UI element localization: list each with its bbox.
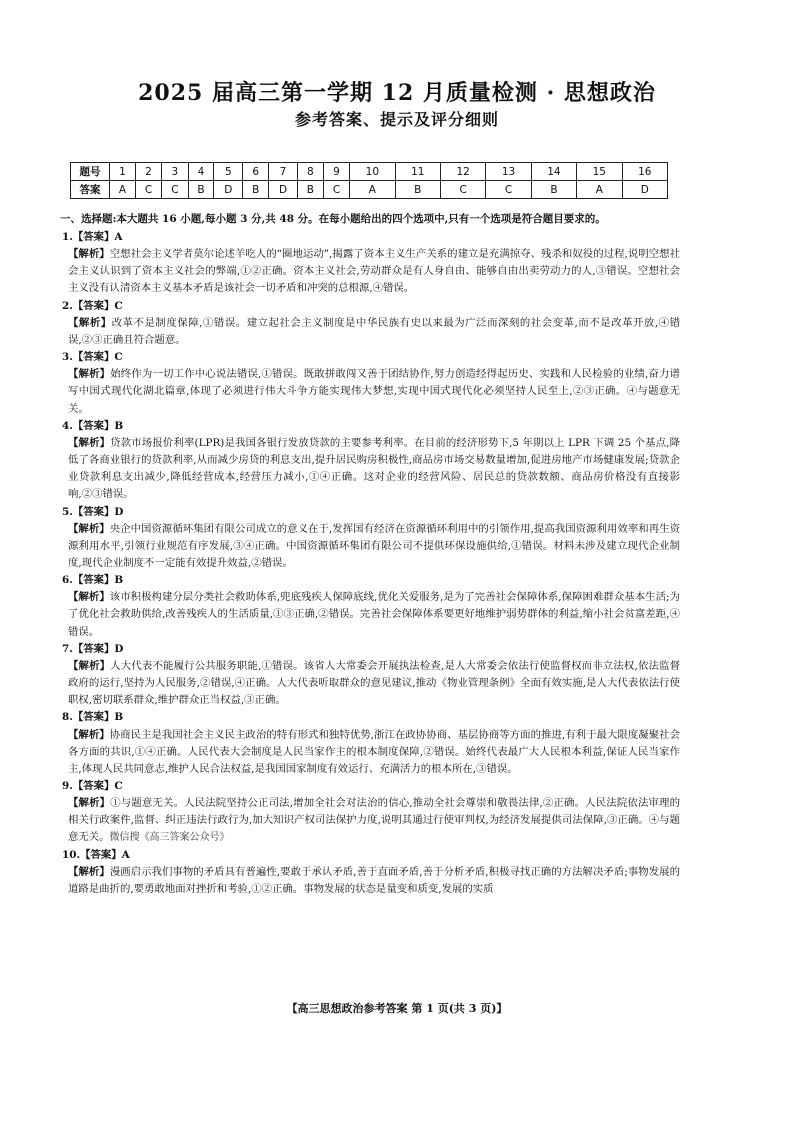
page-footer: 【高三思想政治参考答案 第 1 页(共 3 页)】: [286, 1002, 508, 1015]
page-subtitle: 参考答案、提示及评分细则: [294, 110, 499, 129]
analysis-text: 该市积极构建分层分类社会救助体系,兜底残疾人保障底线,优化关爱服务,是为了完善社会保障体系,保障困难群众基本生活;为了优化社会救助供给,改善残疾人的生活质量,①③正确,②错误。完善社会保障体系要更好地维护弱势群体的利益,缩小社会贫富差距,④错误。: [68, 591, 680, 638]
analysis-text: 漫画启示我们事物的矛盾具有普遍性,要敢于承认矛盾,善于直面矛盾,善于分析矛盾,积极寻找正确的方法解决矛盾;事物发展的道路是曲折的,要勇敢地面对挫折和考验,①②正确。事物发展的状态是量变和质变,发展的实质: [68, 865, 680, 895]
question-number-label: 4.: [62, 419, 73, 432]
analysis-text: 协商民主是我国社会主义民主政治的特有形式和独特优势,浙江在政协协商、基层协商等方面的推进,有利于最大限度凝聚社会各方面的共识,①④正确。人民代表大会制度是人民当家作主的根本制度保障,②错误。始终代表最广大人民根本利益,保证人民当家作主,体现人民共同意志,维护人民合法权益,是我国国家制度有效运行、充满活力的根本所在,③错误。: [68, 728, 680, 775]
analysis-tag: 【解析】: [68, 591, 110, 604]
answer-cell: A: [110, 181, 136, 199]
analysis-tag: 【解析】: [68, 368, 111, 381]
question-number-label: 5.: [62, 505, 73, 518]
question-number: 16: [622, 163, 667, 181]
question-item: [62, 572, 680, 641]
analysis-paragraph: [62, 315, 680, 349]
row-label-answer: 答案: [71, 181, 110, 199]
answer-tag: 【答案】: [80, 848, 122, 861]
question-number-label: 3.: [62, 351, 73, 364]
answer-cell: D: [622, 181, 667, 199]
answer-cell: D: [214, 181, 243, 199]
answer-tag: 【答案】: [72, 231, 115, 243]
analysis-paragraph: [62, 658, 680, 709]
answer-tag: 【答案】: [72, 299, 115, 312]
answer-row: [71, 181, 668, 199]
answer-letter: B: [114, 574, 124, 587]
row-label-number: 题号: [71, 163, 110, 181]
analysis-paragraph: [62, 727, 680, 778]
question-item: [62, 229, 680, 298]
answer-cell: B: [297, 181, 323, 199]
answer-cell: C: [323, 181, 349, 199]
answer-line: [62, 504, 680, 521]
answer-table: [70, 162, 668, 199]
analysis-paragraph: [62, 589, 680, 640]
answer-letter: C: [114, 299, 123, 312]
analysis-paragraph: [62, 795, 680, 846]
answer-line: [62, 229, 680, 246]
question-number: 8: [297, 163, 323, 181]
answer-tag: 【答案】: [72, 505, 115, 518]
answer-line: [62, 572, 680, 589]
answer-cell: B: [243, 181, 269, 199]
answer-tag: 【答案】: [72, 642, 115, 655]
question-item: [62, 418, 680, 504]
question-number-label: 9.: [62, 780, 73, 792]
question-item: [62, 298, 680, 349]
answer-line: [62, 641, 680, 658]
question-number-label: 1.: [62, 231, 73, 243]
analysis-tag: 【解析】: [68, 316, 112, 329]
analysis-text: 央企中国资源循环集团有限公司成立的意义在于,发挥国有经济在资源循环利用中的引领作用,提高我国资源利用效率和再生资源利用水平,引领行业规范有序发展,③④正确。中国资源循环集团有限公司不提供环保设施供给,①错误。材料未涉及建立现代企业制度,现代企业制度不一定能有效提升效益,②错误。: [68, 522, 680, 569]
answer-cell: C: [440, 181, 485, 199]
analysis-paragraph: [62, 246, 680, 297]
question-item: [62, 504, 680, 573]
answer-cell: A: [577, 181, 622, 199]
answer-tag: 【答案】: [72, 711, 115, 724]
analysis-text: 改革不是制度保障,①错误。建立起社会主义制度是中华民族有史以来最为广泛而深刻的社会变革,而不是改革开放,④错误,②③正确且符合题意。: [68, 316, 681, 346]
question-number: 4: [188, 163, 214, 181]
question-item: [62, 847, 680, 898]
analysis-paragraph: [62, 435, 680, 504]
answer-letter: A: [114, 231, 123, 243]
answer-cell: B: [395, 181, 440, 199]
answer-cell: D: [269, 181, 298, 199]
analysis-text: 人大代表不能履行公共服务职能,①错误。该省人大常委会开展执法检查,是人大常委会依法行使监督权而非立法权,依法监督政府的运行,坚持为人民服务,②错误,④正确。人大代表听取群众的意见建议,推动《物业管理条例》全面有效实施,是人大代表依法行使职权,密切联系群众,维护群众正当权益,③正确。: [68, 659, 681, 707]
answer-line: [62, 349, 680, 366]
question-item: [62, 778, 680, 847]
question-number-label: 2.: [62, 299, 73, 312]
question-number: 3: [162, 163, 188, 181]
answer-line: [62, 418, 680, 435]
answer-cell: C: [135, 181, 161, 199]
question-number-label: 6.: [62, 574, 73, 587]
answer-letter: B: [114, 419, 124, 432]
analysis-tag: 【解析】: [68, 436, 111, 449]
answer-line: [62, 847, 680, 864]
question-number: 14: [531, 163, 576, 181]
page-title: 2025 届高三第一学期 12 月质量检测 · 思想政治: [138, 80, 656, 106]
answer-letter: A: [121, 848, 130, 861]
answer-cell: A: [350, 181, 395, 199]
answer-line: [62, 298, 680, 315]
answer-cell: B: [188, 181, 214, 199]
question-number: 2: [135, 163, 161, 181]
analysis-tag: 【解析】: [68, 248, 110, 261]
analysis-tag: 【解析】: [68, 797, 111, 810]
question-number: 12: [440, 163, 485, 181]
analysis-tag: 【解析】: [68, 659, 111, 672]
question-number: 11: [395, 163, 440, 181]
answer-letter: C: [114, 780, 123, 792]
question-number-label: 8.: [62, 711, 73, 724]
answer-tag: 【答案】: [72, 419, 115, 432]
analysis-text: 贷款市场报价利率(LPR)是我国各银行发放贷款的主要参考利率。在目前的经济形势下,5 年期以上 LPR 下调 25 个基点,降低了各商业银行的贷款利率,从而减少房贷的利息支出,提升居民购房积极性,商品房市场交易数量增加,促进房地产市场健康发展;贷款企业贷款利息支出减少,降低经营成本,经营压力减小,①④正确。这对企业的经营风险、居民总的贷款数额、商品房价格没有直接影响,②③错误。: [68, 436, 680, 501]
question-item: [62, 709, 680, 778]
answer-explanations: [62, 229, 680, 898]
question-number-row: [71, 163, 668, 181]
analysis-tag: 【解析】: [68, 865, 110, 878]
watermark-text: 微信搜《高三答案公众号》: [109, 832, 230, 844]
question-number: 15: [577, 163, 622, 181]
answer-letter: B: [114, 711, 124, 724]
answer-cell: C: [162, 181, 188, 199]
answer-cell: B: [531, 181, 576, 199]
analysis-tag: 【解析】: [68, 728, 110, 741]
question-number: 5: [214, 163, 243, 181]
analysis-text: 始终作为一切工作中心说法错误,①错误。既敢拼敢闯又善于团结协作,努力创造经得起历史、实践和人民检验的业绩,奋力谱写中国式现代化湖北篇章,体现了必须进行伟大斗争方能实现伟大梦想,实现中国式现代化必须坚持人民至上,②③正确。④与题意无关。: [68, 368, 681, 415]
answer-tag: 【答案】: [72, 780, 115, 792]
question-number: 10: [350, 163, 395, 181]
question-number: 7: [269, 163, 298, 181]
analysis-paragraph: [62, 366, 680, 417]
answer-cell: C: [486, 181, 531, 199]
answer-letter: D: [114, 505, 124, 518]
question-number: 1: [110, 163, 136, 181]
analysis-paragraph: [62, 521, 680, 572]
answer-letter: C: [114, 351, 123, 364]
question-number: 6: [243, 163, 269, 181]
question-number: 9: [323, 163, 349, 181]
question-number-label: 7.: [62, 642, 73, 655]
answer-line: [62, 709, 680, 726]
analysis-text: 空想社会主义学者莫尔论述羊吃人的“圈地运动”,揭露了资本主义生产关系的建立是充满掠夺、残杀和奴役的过程,说明空想社会主义认识到了资本主义社会的弊端,①②正确。资本主义社会,劳动群众是有人身自由、能够自由出卖劳动力的人,③错误。空想社会主义没有认清资本主义基本矛盾是该社会一切矛盾和冲突的总根源,④错误。: [68, 248, 680, 295]
section-instructions: 一、选择题:本大题共 16 小题,每小题 3 分,共 48 分。在每小题给出的四个选项中,只有一个选项是符合题目要求的。: [60, 213, 606, 225]
question-number: 13: [486, 163, 531, 181]
answer-line: [62, 778, 680, 795]
question-item: [62, 641, 680, 710]
answer-tag: 【答案】: [72, 351, 115, 364]
answer-tag: 【答案】: [72, 574, 115, 587]
analysis-text: ①与题意无关。人民法院坚持公正司法,增加全社会对法治的信心,推动全社会尊崇和敬畏法律,②正确。人民法院依法审理的相关行政案件,监督、纠正违法行政行为,加大知识产权司法保护力度,说明其通过行使审判权,为经济发展提供司法保障,③正确。④与题意无关。: [68, 797, 681, 844]
analysis-tag: 【解析】: [68, 522, 110, 535]
analysis-paragraph: [62, 864, 680, 898]
question-item: [62, 349, 680, 418]
answer-letter: D: [114, 642, 124, 655]
question-number-label: 10.: [62, 848, 81, 861]
